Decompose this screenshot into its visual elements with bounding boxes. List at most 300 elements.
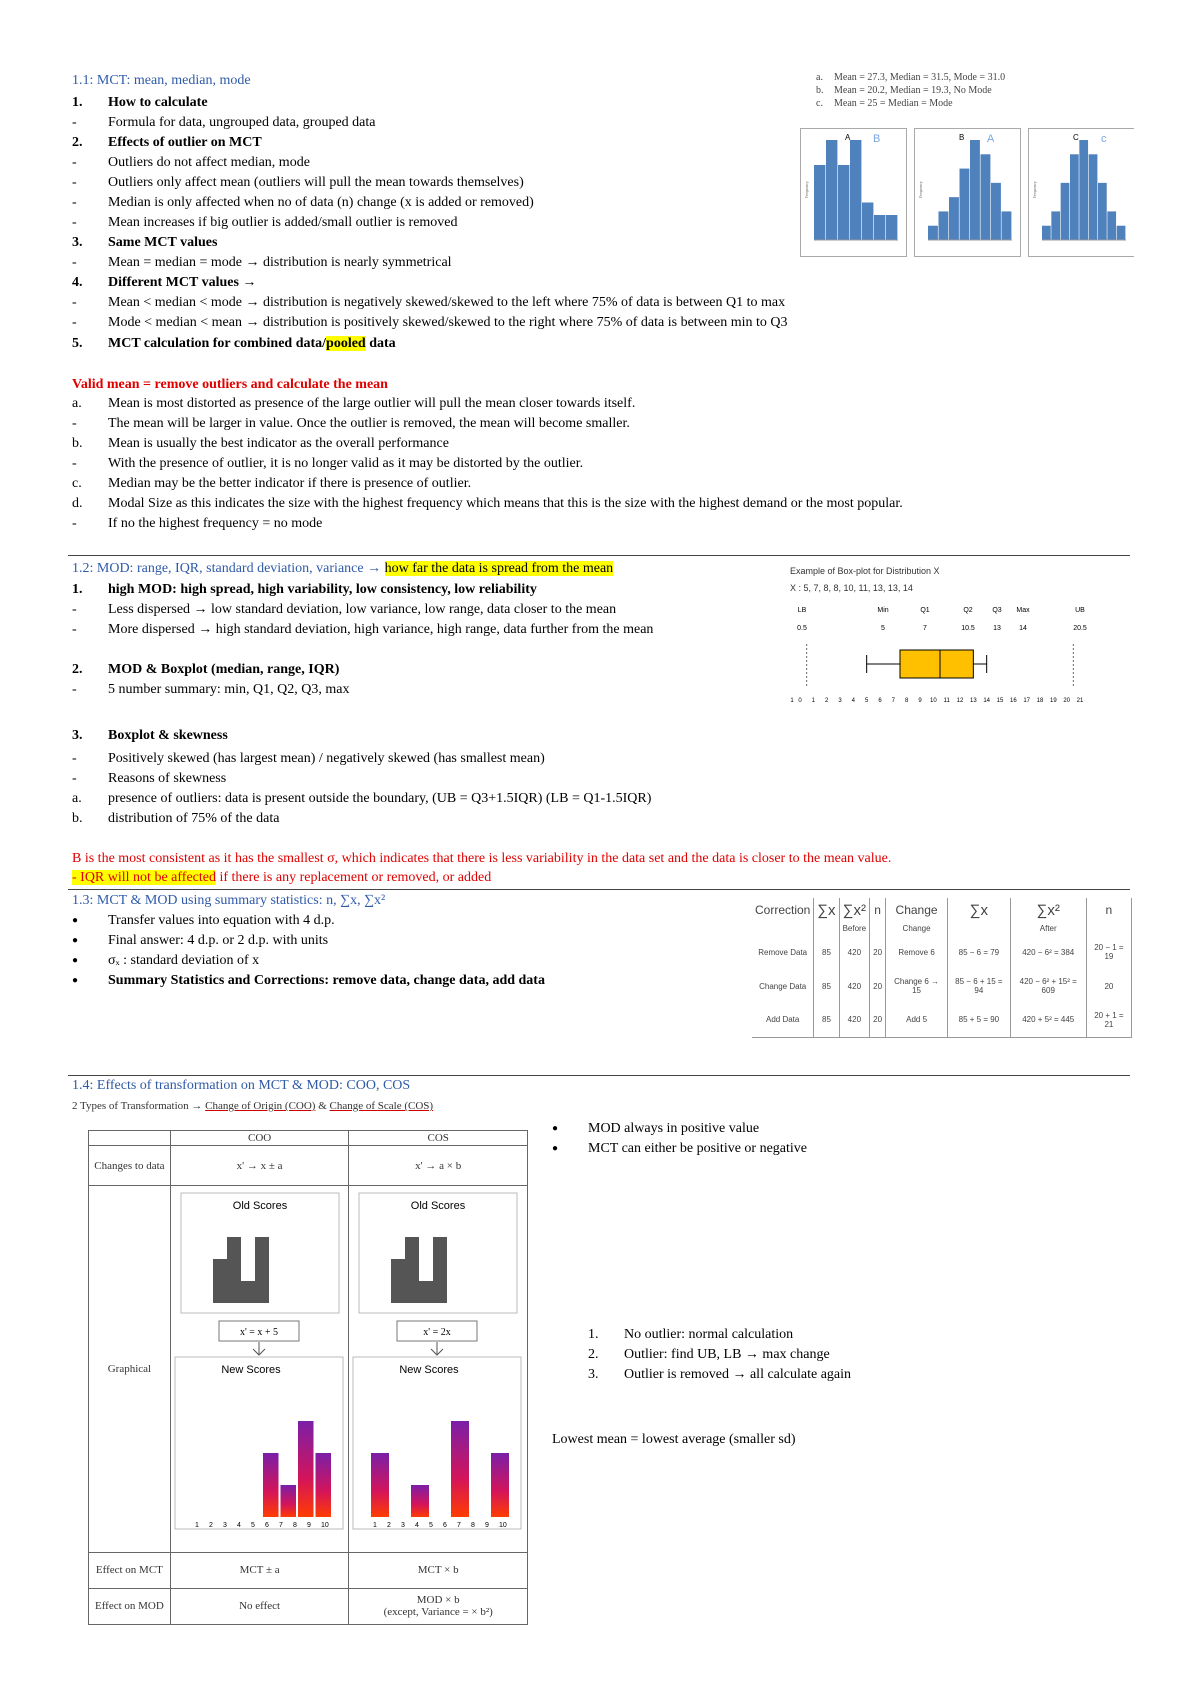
bullet-text: Transfer values into equation with 4 d.p. xyxy=(108,913,335,929)
list-marker: 3. xyxy=(72,728,83,743)
list-item xyxy=(588,1326,793,1344)
bullet-icon: ● xyxy=(552,1143,559,1154)
list-marker: - xyxy=(72,602,77,617)
list-marker: 1. xyxy=(588,1327,599,1342)
histogram-bar xyxy=(1098,183,1107,240)
list-item xyxy=(72,750,545,768)
bullet-text: MOD always in positive value xyxy=(588,1121,760,1137)
list-item xyxy=(72,395,635,413)
old-score-bar xyxy=(419,1281,433,1303)
new-score-bar xyxy=(298,1421,314,1517)
mod-boxplot-text: MOD & Boxplot (median, range, IQR) xyxy=(108,662,340,677)
boxplot-value: 20.5 xyxy=(1073,625,1087,632)
iqr-highlight: - IQR will not be affected xyxy=(72,870,216,885)
bullet-icon: ● xyxy=(72,975,79,986)
list-item xyxy=(72,154,310,172)
list-item xyxy=(816,85,992,97)
list-marker: - xyxy=(72,622,77,637)
transformation-table xyxy=(88,1130,528,1625)
table-cell xyxy=(752,922,814,935)
bullet-text: MCT can either be positive or negative xyxy=(588,1141,808,1157)
histogram-bar xyxy=(850,140,861,240)
list-text: Mean = 27.3, Median = 31.5, Mode = 31.0 xyxy=(834,72,1006,83)
old-score-bar xyxy=(241,1281,255,1303)
boxplot-box xyxy=(900,650,973,678)
list-text: Median is only affected when no of data (n) change (x is added or removed) xyxy=(108,195,534,210)
bullet-item xyxy=(552,1140,807,1158)
table-cell: n xyxy=(1086,898,1131,922)
list-text: No outlier: normal calculation xyxy=(624,1327,794,1342)
list-text: Mean = median = mode → distribution is nearly symmetrical xyxy=(108,255,452,270)
list-text: Mean is usually the best indicator as the overall performance xyxy=(108,436,449,451)
skewness-heading-text: Boxplot & skewness xyxy=(108,728,228,743)
new-scores-tick: 2 xyxy=(208,1522,213,1530)
table-cell: 20 + 1 = 21 xyxy=(1086,1003,1131,1037)
table-cell: Add 5 xyxy=(886,1003,948,1037)
old-score-bar xyxy=(405,1237,419,1303)
coo-graphical xyxy=(170,1186,349,1552)
histogram-bar xyxy=(1042,226,1051,240)
boxplot-value: 7 xyxy=(923,625,927,632)
list-item xyxy=(72,435,449,453)
new-scores-tick: 6 xyxy=(443,1522,448,1530)
list-text: Outliers do not affect median, mode xyxy=(108,155,310,170)
new-scores-tick: 3 xyxy=(222,1522,227,1530)
row-label-graphical: Graphical xyxy=(89,1186,171,1552)
cos-mod-effect xyxy=(349,1588,528,1624)
table-cell: ∑x xyxy=(948,898,1011,922)
histogram-bar xyxy=(1117,226,1126,240)
list-text: Effects of outlier on MCT xyxy=(108,135,262,150)
list-marker: - xyxy=(72,295,77,310)
histogram-bar xyxy=(814,165,825,240)
table-cell: 85 xyxy=(814,969,839,1003)
new-score-bar xyxy=(315,1453,331,1517)
table-cell: Correction xyxy=(752,898,814,922)
boxplot-tick: 10 xyxy=(929,698,937,704)
histogram-title: B xyxy=(959,133,965,142)
formula-text: x' = 2x xyxy=(423,1327,452,1339)
table-cell: Before xyxy=(839,922,870,935)
iqr-rest: if there is any replacement or removed, or added xyxy=(215,870,492,885)
list-marker: - xyxy=(72,175,77,190)
table-header-row xyxy=(752,898,1132,922)
list-item xyxy=(72,254,452,272)
formula-text: x' = x + 5 xyxy=(239,1327,278,1339)
new-scores-tick: 7 xyxy=(278,1522,283,1530)
bullet-icon: ● xyxy=(72,915,79,926)
list-item xyxy=(72,475,471,493)
boxplot-tick: 8 xyxy=(904,698,909,704)
bullet-item xyxy=(552,1120,759,1138)
new-scores-title: New Scores xyxy=(221,1364,281,1377)
item-5-pooled xyxy=(72,335,396,353)
bullet-text: σₓ : standard deviation of x xyxy=(108,953,260,969)
list-marker: - xyxy=(72,516,77,531)
table-cell: 420 − 6² = 384 xyxy=(1010,935,1086,969)
old-score-bar xyxy=(213,1259,227,1303)
new-scores-tick: 4 xyxy=(236,1522,241,1530)
new-scores-tick: 2 xyxy=(387,1522,392,1530)
bullet-text: Final answer: 4 d.p. or 2 d.p. with units xyxy=(108,933,329,949)
table-cell: 85 − 6 = 79 xyxy=(948,935,1011,969)
histogram-letter: B xyxy=(873,133,881,145)
list-marker: 4. xyxy=(72,275,83,290)
table-cell: Change Data xyxy=(752,969,814,1003)
consistency-note: B is the most consistent as it has the smallest σ, which indicates that there is less variability in the data set and the data is closer to the mean value. xyxy=(72,851,892,866)
list-item xyxy=(816,72,1005,84)
histogram-bar xyxy=(826,140,837,240)
boxplot-value: 5 xyxy=(881,625,885,632)
intro-coo: Change of Origin (COO) xyxy=(205,1100,316,1112)
new-scores-tick: 9 xyxy=(485,1522,490,1530)
new-scores-title: New Scores xyxy=(399,1364,460,1377)
item-5-suffix: data xyxy=(365,336,396,351)
histogram-title: A xyxy=(845,133,851,142)
list-marker: b. xyxy=(72,436,83,451)
valid-mean-note: Valid mean = remove outliers and calculate the mean xyxy=(72,377,388,392)
table-cell: 420 xyxy=(839,969,870,1003)
list-item xyxy=(816,98,953,110)
boxplot-tick: 16 xyxy=(1009,698,1017,704)
list-marker: - xyxy=(72,315,77,330)
list-marker: - xyxy=(72,751,77,766)
list-marker: - xyxy=(72,771,77,786)
intro-cos: Change of Scale (COS) xyxy=(329,1100,434,1112)
list-marker: - xyxy=(72,416,77,431)
histogram-bar xyxy=(949,197,959,240)
list-item xyxy=(72,455,583,473)
list-item xyxy=(72,314,788,332)
list-item xyxy=(72,601,616,619)
new-scores-tick: 3 xyxy=(401,1522,406,1530)
boxplot-tick: 3 xyxy=(838,698,842,704)
table-cell: 20 xyxy=(870,1003,886,1037)
boxplot-tick: 7 xyxy=(891,698,896,704)
list-item xyxy=(72,294,785,312)
table-cell: 20 xyxy=(870,969,886,1003)
list-text: Reasons of skewness xyxy=(108,771,227,786)
list-item xyxy=(588,1346,830,1364)
coo-mct-effect: MCT ± a xyxy=(170,1552,349,1588)
boxplot-header: LB xyxy=(797,607,807,614)
boxplot-tick: 18 xyxy=(1036,698,1044,704)
histogram-bar xyxy=(991,183,1001,240)
list-marker: c. xyxy=(72,476,82,491)
bullet-icon: ● xyxy=(552,1123,559,1134)
table-cell: 420 xyxy=(839,935,870,969)
histogram-bar xyxy=(838,165,849,240)
boxplot-chart xyxy=(780,598,1090,708)
histogram-bar xyxy=(886,215,897,240)
boxplot-tick: 20 xyxy=(1063,698,1071,704)
list-item xyxy=(72,134,262,152)
list-text: Outlier is removed → all calculate again xyxy=(624,1367,852,1382)
new-scores-tick: 9 xyxy=(306,1522,311,1530)
table-row xyxy=(752,969,1132,1003)
intro-amp: & xyxy=(315,1100,330,1112)
histogram-bar xyxy=(981,154,991,240)
histogram-bar xyxy=(960,169,970,240)
list-marker: b. xyxy=(816,85,824,96)
list-text: Mode < median < mean → distribution is positively skewed/skewed to the right where 75% of data is between min to Q3 xyxy=(108,315,788,330)
histogram-letter: c xyxy=(1101,133,1107,145)
col-header-cos: COS xyxy=(349,1131,528,1146)
boxplot-tick: 5 xyxy=(864,698,869,704)
list-text: Mean < median < mode → distribution is negatively skewed/skewed to the left where 75% of data is between Q1 to max xyxy=(108,295,786,310)
list-item xyxy=(72,214,458,232)
list-item xyxy=(72,415,630,433)
histogram-bar xyxy=(970,140,980,240)
histogram-ylabel: Frequency xyxy=(804,181,809,198)
new-scores-tick: 5 xyxy=(250,1522,255,1530)
cos-change: x' → a × b xyxy=(349,1146,528,1186)
boxplot-tick: 17 xyxy=(1023,698,1031,704)
list-item xyxy=(72,621,653,639)
list-item xyxy=(588,1366,851,1384)
boxplot-header: Q2 xyxy=(963,607,973,614)
new-score-bar xyxy=(263,1453,279,1517)
cos-mod-note: (except, Variance = × b²) xyxy=(383,1606,493,1619)
histogram-bar xyxy=(874,215,885,240)
new-scores-tick: 1 xyxy=(194,1522,199,1530)
histogram-bar xyxy=(939,211,949,240)
list-marker: - xyxy=(72,115,77,130)
list-marker: d. xyxy=(72,496,83,511)
histogram-bar xyxy=(1051,211,1060,240)
lowest-mean-note: Lowest mean = lowest average (smaller sd) xyxy=(552,1432,796,1447)
boxplot-header: Min xyxy=(877,607,889,614)
boxplot-tick: 12 xyxy=(956,698,964,704)
table-corner xyxy=(89,1131,171,1146)
new-score-bar xyxy=(371,1453,389,1517)
boxplot-data-line: X : 5, 7, 8, 8, 10, 11, 13, 13, 14 xyxy=(790,583,913,593)
new-scores-tick: 10 xyxy=(320,1522,329,1530)
boxplot-tick: 21 xyxy=(1076,698,1084,704)
table-row xyxy=(752,1003,1132,1037)
list-item xyxy=(72,495,903,513)
list-text: presence of outliers: data is present outside the boundary, (UB = Q3+1.5IQR) (LB = Q1-1.5IQR) xyxy=(108,791,652,806)
section-title-1-3: 1.3: MCT & MOD using summary statistics: n, ∑x, ∑x² xyxy=(72,893,386,908)
boxplot-tick: 0 xyxy=(798,698,802,704)
list-marker: c. xyxy=(816,98,823,109)
boxplot-header: Q1 xyxy=(920,607,930,614)
table-cell: 20 − 1 = 19 xyxy=(1086,935,1131,969)
old-scores-title: Old Scores xyxy=(232,1200,288,1213)
mod-boxplot-heading xyxy=(72,661,339,679)
table-cell xyxy=(814,922,839,935)
list-item xyxy=(72,94,208,112)
old-scores-title: Old Scores xyxy=(411,1200,466,1213)
bullet-item xyxy=(72,932,328,950)
list-text: Different MCT values → xyxy=(108,275,257,290)
table-cell: After xyxy=(1010,922,1086,935)
list-item xyxy=(72,274,256,292)
iqr-note xyxy=(72,869,491,887)
list-marker: 2. xyxy=(72,662,83,677)
list-text: How to calculate xyxy=(108,95,208,110)
list-marker: 5. xyxy=(72,336,83,351)
boxplot-tick: 2 xyxy=(824,698,829,704)
new-scores-tick: 1 xyxy=(373,1522,378,1530)
table-cell: 20 xyxy=(870,935,886,969)
row-label-changes: Changes to data xyxy=(89,1146,171,1186)
table-cell: 85 + 5 = 90 xyxy=(948,1003,1011,1037)
table-cell: Remove Data xyxy=(752,935,814,969)
list-text: distribution of 75% of the data xyxy=(108,811,280,826)
table-cell: 85 − 6 + 15 = 94 xyxy=(948,969,1011,1003)
list-text: Mean increases if big outlier is added/small outlier is removed xyxy=(108,215,458,230)
list-text: More dispersed → high standard deviation, high variance, high range, data further from the mean xyxy=(108,622,654,637)
list-text: Mean is most distorted as presence of the large outlier will pull the mean closer towards itself. xyxy=(108,396,636,411)
skewness-heading xyxy=(72,727,228,745)
boxplot-tick: 9 xyxy=(918,698,922,704)
histogram-bar xyxy=(1061,183,1070,240)
old-score-bar xyxy=(433,1237,447,1303)
table-row xyxy=(752,935,1132,969)
table-cell: ∑x xyxy=(814,898,839,922)
old-score-bar xyxy=(227,1237,241,1303)
list-text: high MOD: high spread, high variability, low consistency, low reliability xyxy=(108,582,537,597)
old-score-bar xyxy=(255,1237,269,1303)
list-item xyxy=(72,790,651,808)
col-header-coo: COO xyxy=(170,1131,349,1146)
histogram-title: C xyxy=(1073,133,1079,142)
boxplot-header: Q3 xyxy=(992,607,1002,614)
boxplot-tick: 1 xyxy=(790,698,794,704)
new-scores-tick: 5 xyxy=(429,1522,434,1530)
new-score-bar xyxy=(451,1421,469,1517)
boxplot-title: Example of Box-plot for Distribution X xyxy=(790,566,940,576)
bullet-item xyxy=(72,972,545,990)
list-marker: 2. xyxy=(588,1347,599,1362)
new-scores-tick: 4 xyxy=(415,1522,420,1530)
table-cell: 420 xyxy=(839,1003,870,1037)
boxplot-tick: 19 xyxy=(1049,698,1057,704)
new-score-bar xyxy=(491,1453,509,1517)
new-scores-tick: 7 xyxy=(457,1522,462,1530)
table-cell: 420 − 6² + 15² = 609 xyxy=(1010,969,1086,1003)
cos-graphical xyxy=(349,1186,528,1552)
list-marker: b. xyxy=(72,811,83,826)
list-marker: - xyxy=(72,195,77,210)
pooled-highlight: pooled xyxy=(326,336,366,351)
list-text: With the presence of outlier, it is no longer valid as it may be distorted by the outlier. xyxy=(108,456,584,471)
arrow-glyph: → xyxy=(363,561,385,576)
list-item xyxy=(72,234,217,252)
spread-highlight: how far the data is spread from the mean xyxy=(384,561,614,576)
boxplot-tick: 4 xyxy=(851,698,856,704)
list-text: Same MCT values xyxy=(108,235,218,250)
histogram-bar xyxy=(1070,154,1079,240)
row-label-mod: Effect on MOD xyxy=(89,1588,171,1624)
histogram-panels xyxy=(800,128,1134,258)
histogram-ylabel: Frequency xyxy=(1032,181,1037,198)
boxplot-value: 14 xyxy=(1019,625,1027,632)
five-number-text: 5 number summary: min, Q1, Q2, Q3, max xyxy=(108,682,350,697)
boxplot-header: UB xyxy=(1075,607,1085,614)
boxplot-header: Max xyxy=(1016,607,1030,614)
section-title-1-2 xyxy=(72,560,613,578)
list-item xyxy=(72,174,524,192)
new-scores-tick: 8 xyxy=(471,1522,476,1530)
list-marker: - xyxy=(72,456,77,471)
bullet-icon: ● xyxy=(72,935,79,946)
cos-mod-text: MOD × b xyxy=(416,1594,460,1607)
bullet-item xyxy=(72,952,259,970)
cos-charts xyxy=(349,1187,525,1550)
coo-change: x' → x ± a xyxy=(170,1146,349,1186)
list-marker: - xyxy=(72,215,77,230)
boxplot-tick: 13 xyxy=(969,698,977,704)
boxplot-tick: 11 xyxy=(943,698,950,704)
list-text: Mean = 25 = Median = Mode xyxy=(834,98,953,109)
table-cell: 85 xyxy=(814,935,839,969)
list-text: The mean will be larger in value. Once the outlier is removed, the mean will become smaller. xyxy=(108,416,630,431)
coo-charts xyxy=(171,1187,347,1550)
table-cell: Change xyxy=(886,898,948,922)
boxplot-value: 13 xyxy=(993,625,1001,632)
list-text: Mean = 20.2, Median = 19.3, No Mode xyxy=(834,85,992,96)
list-text: Formula for data, ungrouped data, grouped data xyxy=(108,115,376,130)
divider-3 xyxy=(68,1075,1130,1076)
old-score-bar xyxy=(391,1259,405,1303)
intro-prefix: 2 Types of Transformation → xyxy=(72,1100,206,1112)
histogram-ylabel: Frequency xyxy=(918,181,923,198)
list-marker: 1. xyxy=(72,582,83,597)
transformation-intro xyxy=(72,1100,433,1112)
row-label-mct: Effect on MCT xyxy=(89,1552,171,1588)
list-item xyxy=(72,810,279,828)
down-arrow-icon xyxy=(253,1342,265,1355)
list-marker: a. xyxy=(72,791,82,806)
item-5-prefix: MCT calculation for combined data/ xyxy=(108,336,327,351)
list-item xyxy=(72,194,534,212)
list-marker: 1. xyxy=(72,95,83,110)
list-item xyxy=(72,515,322,533)
table-cell: Change 6 → 15 xyxy=(886,969,948,1003)
down-arrow-icon xyxy=(431,1342,443,1355)
list-marker: a. xyxy=(72,396,82,411)
list-text: Outliers only affect mean (outliers will pull the mean towards themselves) xyxy=(108,175,524,190)
divider-1 xyxy=(68,555,1130,556)
five-number-summary xyxy=(72,681,349,699)
list-marker: - xyxy=(72,255,77,270)
list-marker: 3. xyxy=(72,235,83,250)
boxplot-value: 0.5 xyxy=(797,625,807,632)
table-cell: 85 xyxy=(814,1003,839,1037)
table-cell: 420 + 5² = 445 xyxy=(1010,1003,1086,1037)
table-cell: Change xyxy=(886,922,948,935)
histogram-bar xyxy=(1107,211,1116,240)
table-cell xyxy=(948,922,1011,935)
table-cell xyxy=(1086,922,1131,935)
section-title-1-1: 1.1: MCT: mean, median, mode xyxy=(72,73,251,88)
histogram-bar xyxy=(928,226,938,240)
table-cell: n xyxy=(870,898,886,922)
section-title-1-4: 1.4: Effects of transformation on MCT & MOD: COO, COS xyxy=(72,1078,411,1093)
table-subheader-row xyxy=(752,922,1132,935)
cos-mct-effect: MCT × b xyxy=(349,1552,528,1588)
list-marker: 3. xyxy=(588,1367,599,1382)
new-scores-tick: 6 xyxy=(264,1522,269,1530)
list-marker: a. xyxy=(816,72,823,83)
bullet-item xyxy=(72,912,335,930)
histogram-bar xyxy=(862,203,873,241)
bullet-icon: ● xyxy=(72,955,79,966)
new-scores-tick: 10 xyxy=(499,1522,508,1530)
table-cell xyxy=(870,922,886,935)
